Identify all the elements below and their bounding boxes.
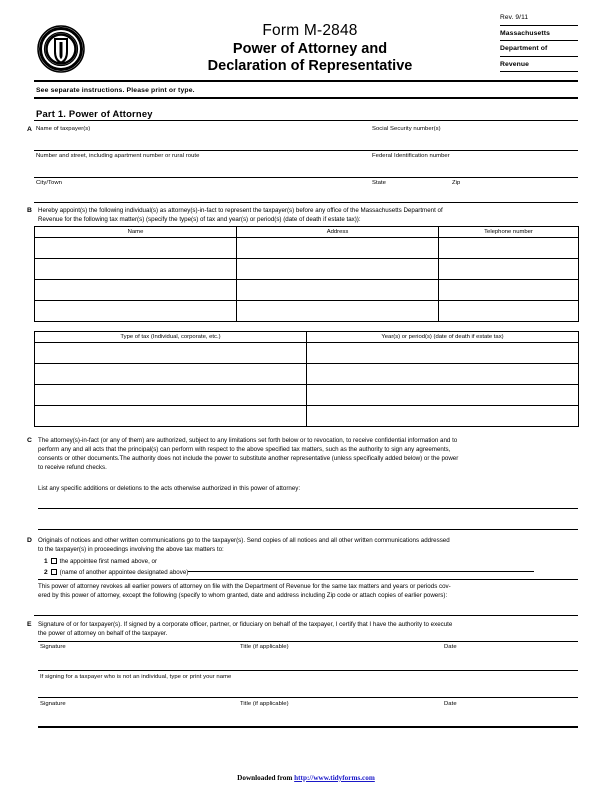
- col-years-periods: Year(s) or period(s) (date of death if estate tax): [307, 332, 579, 343]
- form-header: [0, 0, 612, 80]
- appointees-table: [34, 226, 579, 322]
- section-d-divider: [38, 579, 578, 580]
- part-1-heading: Part 1. Power of Attorney: [36, 108, 153, 119]
- section-e-text-line-1: Signature of or for taxpayer(s). If signed by a corporate officer, partner, or fiduciary on behalf of the taxpayer, I certify that I have the authority to execute: [38, 621, 453, 628]
- section-d-text-line-1: Originals of notices and other written communications go to the taxpayer(s). Send copies of all notices and all other written communications addressed: [38, 537, 450, 544]
- section-b-text-line-2: Revenue for the following tax matter(s) (specify the type(s) of tax and year(s) or period(s) (date of death if estate tax)):: [38, 216, 361, 223]
- notice-option-2[interactable]: [44, 567, 534, 578]
- table-row[interactable]: [35, 406, 579, 427]
- revision-box: [500, 14, 578, 76]
- revision-date: Rev. 9/11: [500, 14, 578, 26]
- option-1-checkbox[interactable]: [51, 558, 57, 564]
- table-row[interactable]: [35, 385, 579, 406]
- part-1-underline: [34, 120, 578, 121]
- cell-years-periods[interactable]: [307, 343, 579, 364]
- form-title-line-2: Declaration of Representative: [207, 58, 413, 74]
- cell-address[interactable]: [237, 259, 439, 280]
- field-line-name-row: [34, 150, 578, 151]
- label-print-name: If signing for a taxpayer who is not an individual, type or print your name: [40, 674, 232, 680]
- section-b-letter: B: [27, 207, 32, 214]
- section-c-text-line-3: consents or other documents.The authority does not include the power to substitute another representative (unless specifically added below) or the power: [38, 455, 459, 462]
- option-2-label: (name of another appointee designated above): [59, 569, 189, 576]
- form-title-line-1: Power of Attorney and: [232, 41, 388, 57]
- table-row[interactable]: [35, 280, 579, 301]
- section-d-letter: D: [27, 537, 32, 544]
- option-1-label: the appointee first named above, or: [59, 558, 158, 565]
- cell-telephone[interactable]: [439, 301, 579, 322]
- instructions-text: See separate instructions. Please print or type.: [36, 87, 195, 94]
- col-telephone: Telephone number: [439, 227, 579, 238]
- label-date-2: Date: [444, 701, 457, 707]
- massachusetts-state-seal-icon: [36, 24, 86, 74]
- label-fid: Federal Identification number: [372, 153, 450, 159]
- cell-type-of-tax[interactable]: [35, 385, 307, 406]
- notice-option-1[interactable]: [44, 556, 157, 567]
- cell-name[interactable]: [35, 259, 237, 280]
- instructions-divider: [34, 97, 578, 99]
- cell-address[interactable]: [237, 280, 439, 301]
- cell-name[interactable]: [35, 301, 237, 322]
- section-a-letter: A: [27, 126, 32, 133]
- cell-years-periods[interactable]: [307, 385, 579, 406]
- section-e-letter: E: [27, 621, 32, 628]
- cell-telephone[interactable]: [439, 259, 579, 280]
- signature-1-line[interactable]: [38, 670, 578, 671]
- additions-line-2[interactable]: [38, 529, 578, 530]
- cell-type-of-tax[interactable]: [35, 406, 307, 427]
- form-number: Form M-2848: [262, 22, 358, 39]
- label-title-2: Title (if applicable): [240, 701, 289, 707]
- tax-matters-table: [34, 331, 579, 427]
- signature-block-top-line: [38, 641, 578, 642]
- print-name-line[interactable]: [38, 697, 578, 698]
- col-name: Name: [35, 227, 237, 238]
- label-ssn: Social Security number(s): [372, 126, 441, 132]
- table-row[interactable]: [35, 364, 579, 385]
- additions-line-1[interactable]: [38, 508, 578, 509]
- header-divider: [34, 80, 578, 82]
- section-c-list-prompt: List any specific additions or deletions to the acts otherwise authorized in this power of attorney:: [38, 485, 301, 492]
- label-taxpayer-name: Name of taxpayer(s): [36, 126, 91, 132]
- cell-telephone[interactable]: [439, 238, 579, 259]
- table-row[interactable]: [35, 301, 579, 322]
- section-d-revoke-line-2: ered by this power of attorney, except the following (specify to whom granted, date and address including Zip code or attach copies of earlier powers):: [38, 592, 448, 599]
- tax-matters-table-header-row: [35, 332, 579, 343]
- field-line-street-row: [34, 177, 578, 178]
- section-d-revoke-line-1: This power of attorney revokes all earlier powers of attorney on file with the Department of Revenue for the same tax matters and years or periods cov-: [38, 583, 451, 590]
- footer: [0, 774, 612, 782]
- cell-telephone[interactable]: [439, 280, 579, 301]
- cell-years-periods[interactable]: [307, 406, 579, 427]
- section-c-text-line-4: to receive refund checks.: [38, 464, 107, 471]
- form-title-block: [150, 22, 470, 75]
- section-c-letter: C: [27, 437, 32, 444]
- option-2-checkbox[interactable]: [51, 569, 57, 575]
- section-b-text-line-1: Hereby appoint(s) the following individual(s) as attorney(s)-in-fact to represent the taxpayer(s) before any office of the Massachusetts Department of: [38, 207, 443, 214]
- section-d-bottom-divider: [34, 615, 578, 616]
- label-zip: Zip: [452, 180, 461, 186]
- appointees-table-header-row: [35, 227, 579, 238]
- tidyforms-link[interactable]: http://www.tidyforms.com: [294, 774, 375, 782]
- cell-years-periods[interactable]: [307, 364, 579, 385]
- label-signature-1: Signature: [40, 644, 66, 650]
- cell-name[interactable]: [35, 280, 237, 301]
- section-c-text-line-2: perform any and all acts that the principal(s) can perform with respect to the above specified tax matters, such as the authority to sign any agreements,: [38, 446, 451, 453]
- cell-name[interactable]: [35, 238, 237, 259]
- section-c-text-line-1: The attorney(s)-in-fact (or any of them) are authorized, subject to any limitations set forth below or to revocation, to receive confidential information and to: [38, 437, 458, 444]
- field-line-city-row: [34, 202, 578, 203]
- option-1-number: 1: [44, 558, 48, 565]
- footer-prefix: Downloaded from: [237, 774, 295, 782]
- label-signature-2: Signature: [40, 701, 66, 707]
- label-title-1: Title (if applicable): [240, 644, 289, 650]
- col-type-of-tax: Type of tax (Individual, corporate, etc.): [35, 332, 307, 343]
- signature-2-line[interactable]: [38, 726, 578, 728]
- table-row[interactable]: [35, 343, 579, 364]
- option-2-write-in-line[interactable]: [188, 571, 534, 572]
- agency-line-3: Revenue: [500, 61, 578, 73]
- table-row[interactable]: [35, 259, 579, 280]
- agency-line-2: Department of: [500, 45, 578, 57]
- section-e-text-line-2: the power of attorney on behalf of the taxpayer.: [38, 630, 168, 637]
- cell-address[interactable]: [237, 238, 439, 259]
- cell-type-of-tax[interactable]: [35, 343, 307, 364]
- label-street: Number and street, including apartment number or rural route: [36, 153, 200, 159]
- label-date-1: Date: [444, 644, 457, 650]
- label-city-town: City/Town: [36, 180, 62, 186]
- cell-address[interactable]: [237, 301, 439, 322]
- col-address: Address: [237, 227, 439, 238]
- table-row[interactable]: [35, 238, 579, 259]
- label-state: State: [372, 180, 387, 186]
- agency-line-1: Massachusetts: [500, 30, 578, 42]
- section-d-text-line-2: to the taxpayer(s) in proceedings involving the above tax matters to:: [38, 546, 224, 553]
- cell-type-of-tax[interactable]: [35, 364, 307, 385]
- option-2-number: 2: [44, 569, 48, 576]
